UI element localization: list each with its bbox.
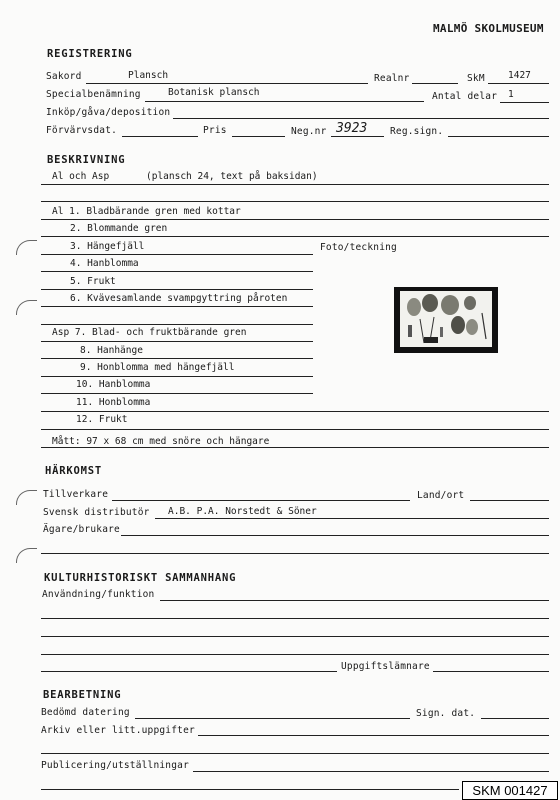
description-item: Asp 7. Blad- och fruktbärande gren [52,327,247,338]
sakord-value: Plansch [128,70,169,81]
blank-line [41,789,459,790]
skm-value: 1427 [508,70,531,81]
blank-line [41,654,549,655]
description-item: Al 1. Bladbärande gren med kottar [52,206,241,217]
specialbenamning-line [145,101,424,102]
section-heading-harkomst: HÄRKOMST [45,465,102,477]
arkiv-label: Arkiv eller litt.uppgifter [41,725,195,736]
uppgiftslamnare-line [433,671,549,672]
uppgift-left-line [41,671,337,672]
sign-dat-label: Sign. dat. [416,708,476,719]
description-item: 6. Kvävesamlande svampgyttring påroten [70,293,288,304]
desc-line [41,306,313,307]
desc-line [41,271,313,272]
uppgiftslamnare-label: Uppgiftslämnare [341,661,430,672]
inkop-line [173,118,549,119]
regsign-label: Reg.sign. [390,126,444,137]
pris-label: Pris [203,125,227,136]
desc-line [41,254,313,255]
blank-line [41,753,549,754]
description-item: 8. Hanhänge [80,345,143,356]
desc-line [41,376,313,377]
plansch-photo [394,287,498,353]
desc-line [41,429,549,430]
description-item: 10. Hanblomma [76,379,151,390]
desc-line [41,236,549,237]
desc-line [41,219,549,220]
sign-dat-line [481,718,549,719]
description-item: 11. Honblomma [76,397,151,408]
punch-hole-mark [16,240,37,255]
distributor-label: Svensk distributör [43,507,150,518]
inkop-label: Inköp/gåva/deposition [46,107,171,118]
agare-line [121,535,549,536]
skm-corner-label: SKM 001427 [462,781,558,800]
anvandning-label: Användning/funktion [42,589,155,600]
tillverkare-label: Tillverkare [43,489,109,500]
desc-line [41,447,549,448]
skm-line [488,83,549,84]
specialbenamning-label: Specialbenämning [46,89,141,100]
antal-delar-value: 1 [508,89,514,100]
forvarvsdat-line [122,136,198,137]
beskrivning-subtitle-right: (plansch 24, text på baksidan) [146,171,318,182]
agare-label: Ägare/brukare [43,524,120,535]
description-item: 4. Hanblomma [70,258,139,269]
matt-text: Mått: 97 x 68 cm med snöre och hängare [52,436,270,447]
description-item: 5. Frukt [70,276,116,287]
pris-line [232,136,285,137]
desc-line [41,358,313,359]
beskrivning-subtitle-left: Al och Asp [52,171,110,182]
specialbenamning-value: Botanisk plansch [168,87,260,98]
desc-line [41,201,549,202]
regsign-line [448,136,549,137]
datering-line [135,718,410,719]
punch-hole-mark [16,490,37,505]
sakord-line [86,83,368,84]
description-item: 9. Honblomma med hängefjäll [80,362,235,373]
punch-hole-mark [16,548,37,563]
publicering-label: Publicering/utställningar [41,760,189,771]
section-heading-beskrivning: BESKRIVNING [47,154,126,166]
arkiv-line [198,735,549,736]
desc-line [41,184,549,185]
negnr-value: 3923 [336,121,368,136]
land-ort-label: Land/ort [417,490,465,501]
forvarvsdat-label: Förvärvsdat. [46,125,118,136]
museum-name: MALMÖ SKOLMUSEUM [433,22,544,35]
distributor-value: A.B. P.A. Norstedt & Söner [168,506,317,517]
realnr-label: Realnr [374,73,410,84]
antal-delar-label: Antal delar [432,91,498,102]
negnr-label: Neg.nr [291,126,327,137]
skm-label: SkM [467,73,485,84]
datering-label: Bedömd datering [41,707,130,718]
desc-line [41,411,549,412]
description-item: 2. Blommande gren [70,223,168,234]
publicering-line [193,771,549,772]
punch-hole-mark [16,300,37,315]
realnr-line [412,83,458,84]
section-heading-kultur: KULTURHISTORISKT SAMMANHANG [44,572,237,584]
blank-line [41,618,549,619]
tillverkare-line [112,500,410,501]
distributor-line [155,518,549,519]
desc-line [41,341,313,342]
blank-line [41,636,549,637]
description-item: 12. Frukt [76,414,128,425]
blank-line [41,553,549,554]
section-heading-bearbetning: BEARBETNING [43,689,122,701]
anvandning-line [160,600,549,601]
botanical-illustration-icon [400,291,492,347]
description-item: 3. Hängefjäll [70,241,145,252]
land-ort-line [470,500,549,501]
section-heading-registrering: REGISTRERING [47,48,133,60]
negnr-line [331,136,384,137]
desc-line [41,393,313,394]
desc-line [41,289,313,290]
sakord-label: Sakord [46,71,82,82]
desc-line [41,324,313,325]
antal-delar-line [500,102,549,103]
foto-teckning-label: Foto/teckning [320,242,397,253]
